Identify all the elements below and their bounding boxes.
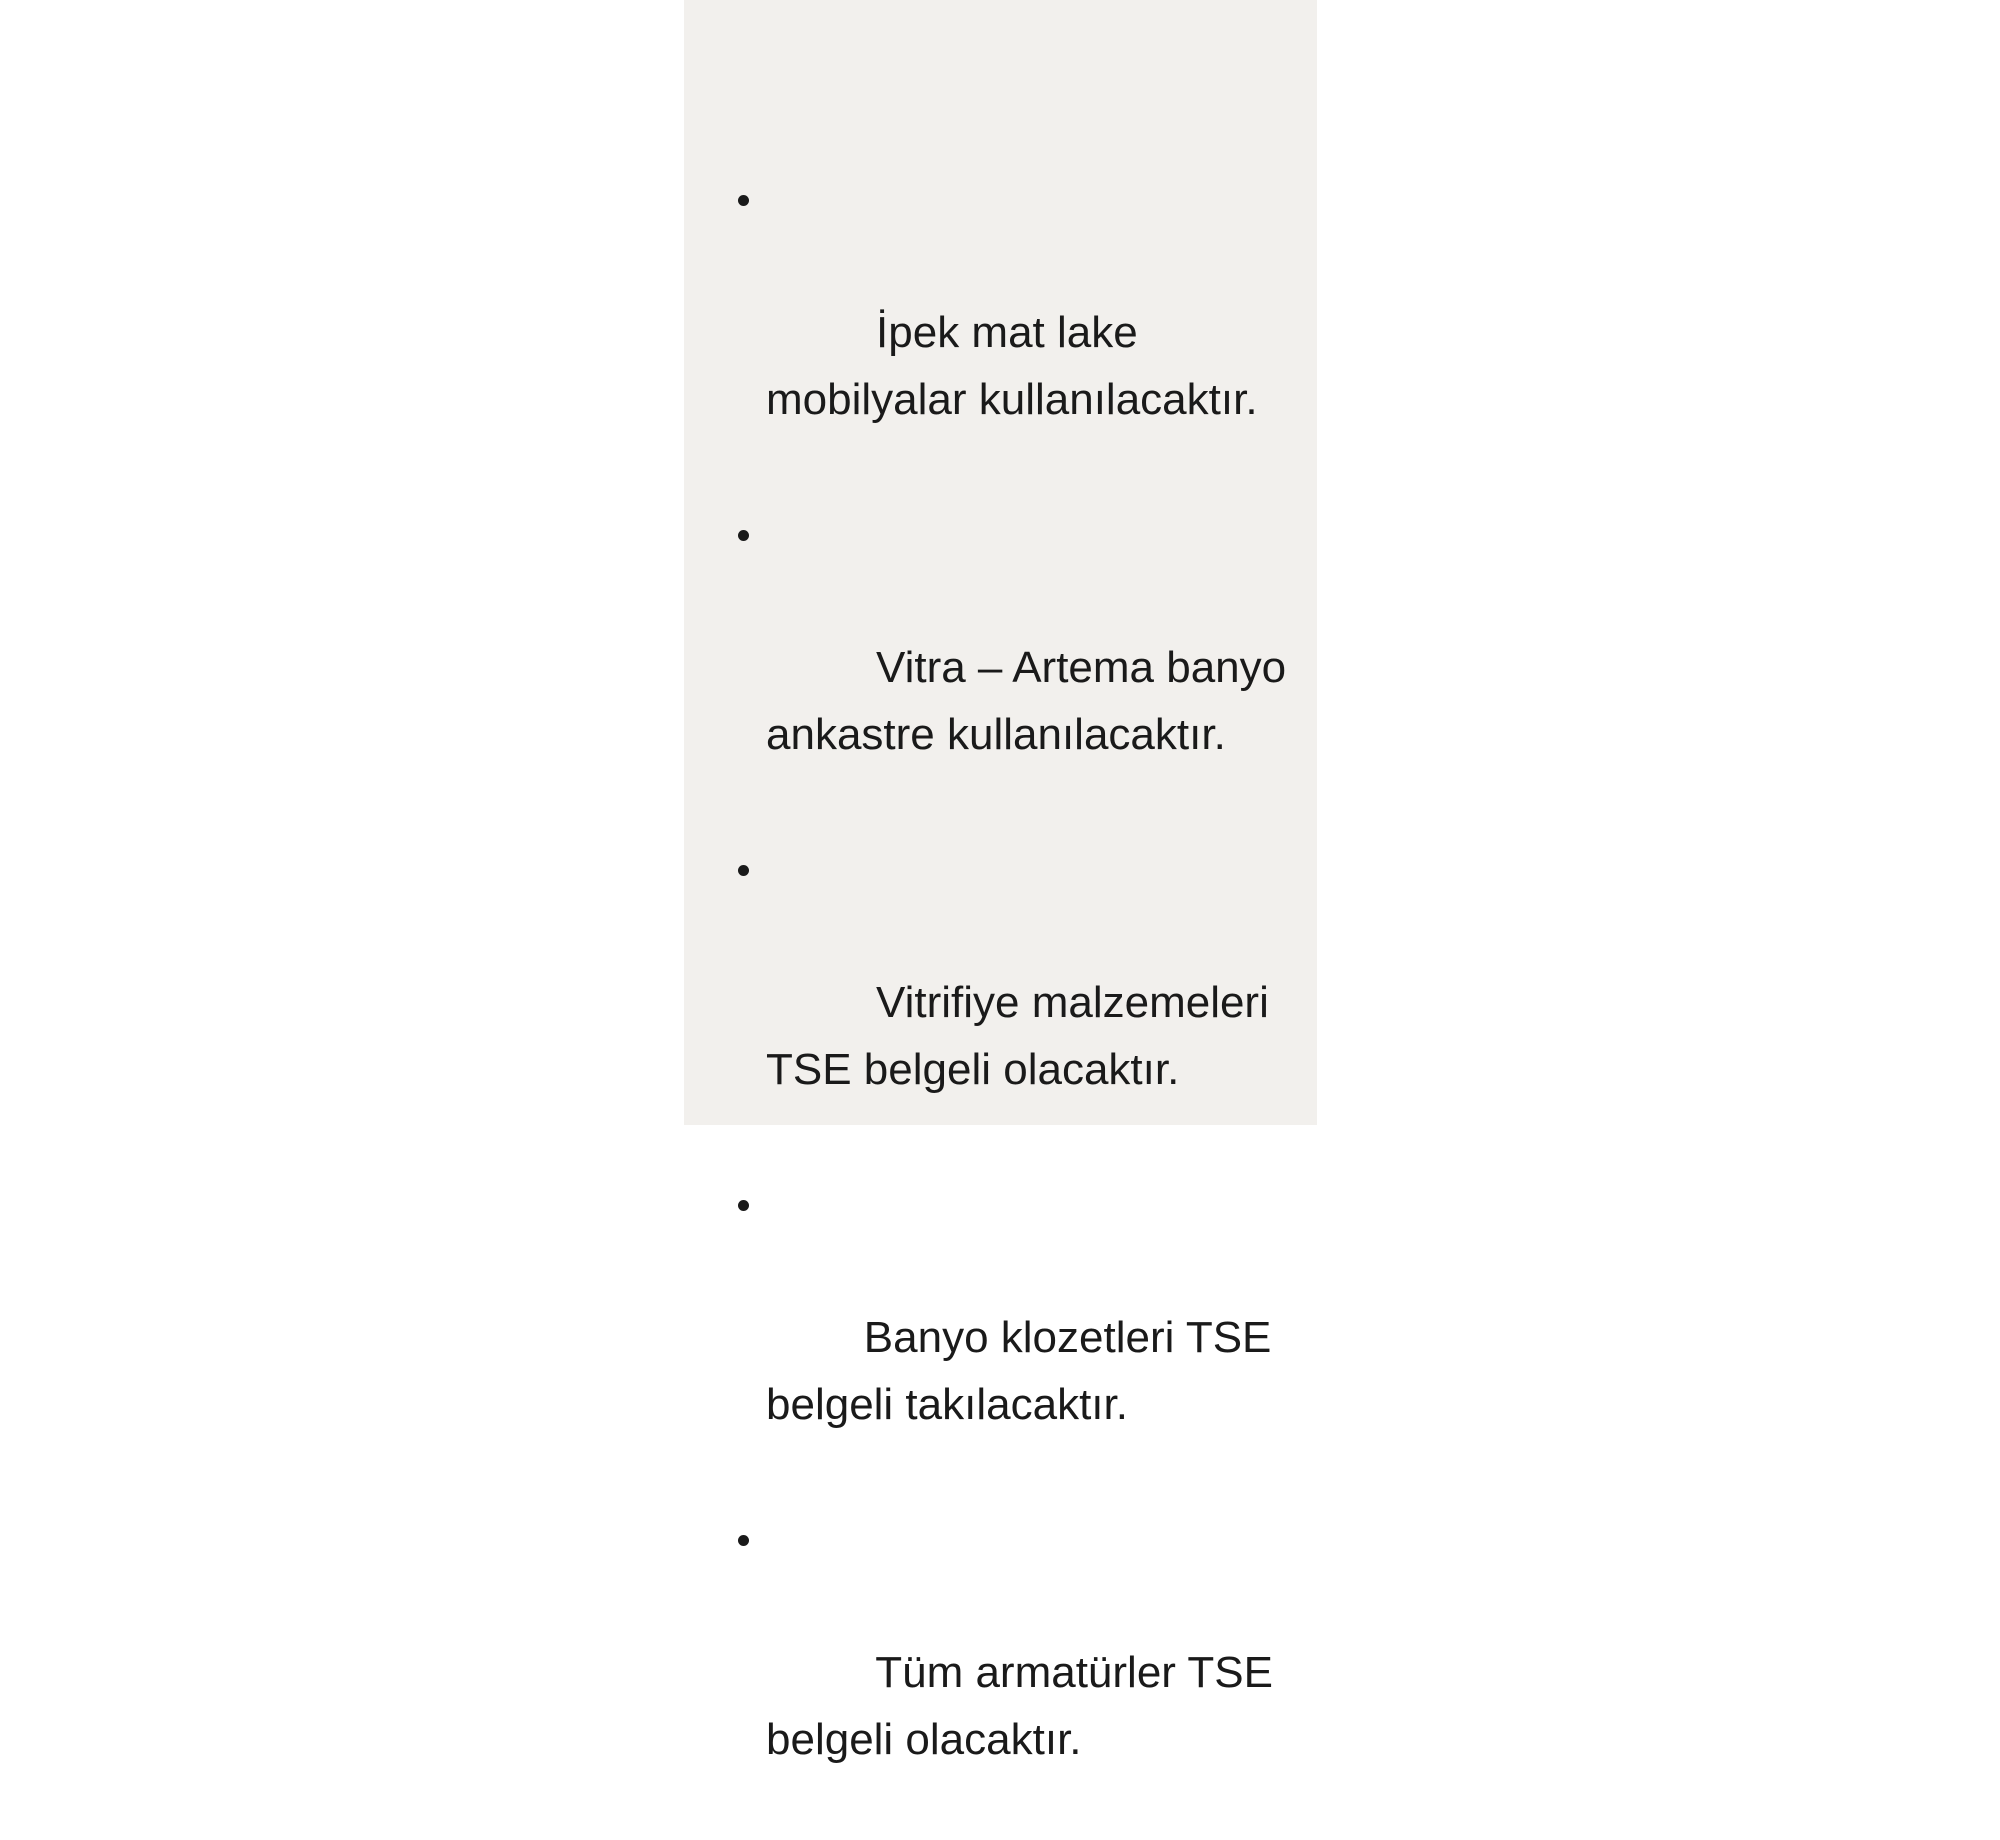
bullet-text: Vitra – Artema banyo ankastre kullanılacaktır.: [766, 643, 1299, 759]
bullet-dot-icon: [738, 865, 749, 876]
bullet-dot-icon: [738, 195, 749, 206]
bullet-text: Vitrifiye malzemeleri TSE belgeli olacaktır.: [766, 978, 1281, 1094]
bullet-item: [684, 165, 1317, 500]
bullet-dot-icon: [738, 1535, 749, 1546]
bullet-item: [684, 500, 1317, 835]
bullet-item: [684, 1505, 1317, 1840]
bullet-list: [684, 165, 1317, 1840]
bullet-text: Banyo klozetleri TSE belgeli takılacaktır.: [766, 1313, 1284, 1429]
content-panel: [684, 0, 1317, 1764]
bullet-item: [684, 1170, 1317, 1505]
bullet-text: İpek mat lake mobilyalar kullanılacaktır.: [766, 308, 1258, 424]
bullet-item: [684, 835, 1317, 1170]
bullet-dot-icon: [738, 1200, 749, 1211]
bullet-text: Tüm armatürler TSE belgeli olacaktır.: [766, 1648, 1286, 1764]
bullet-dot-icon: [738, 530, 749, 541]
